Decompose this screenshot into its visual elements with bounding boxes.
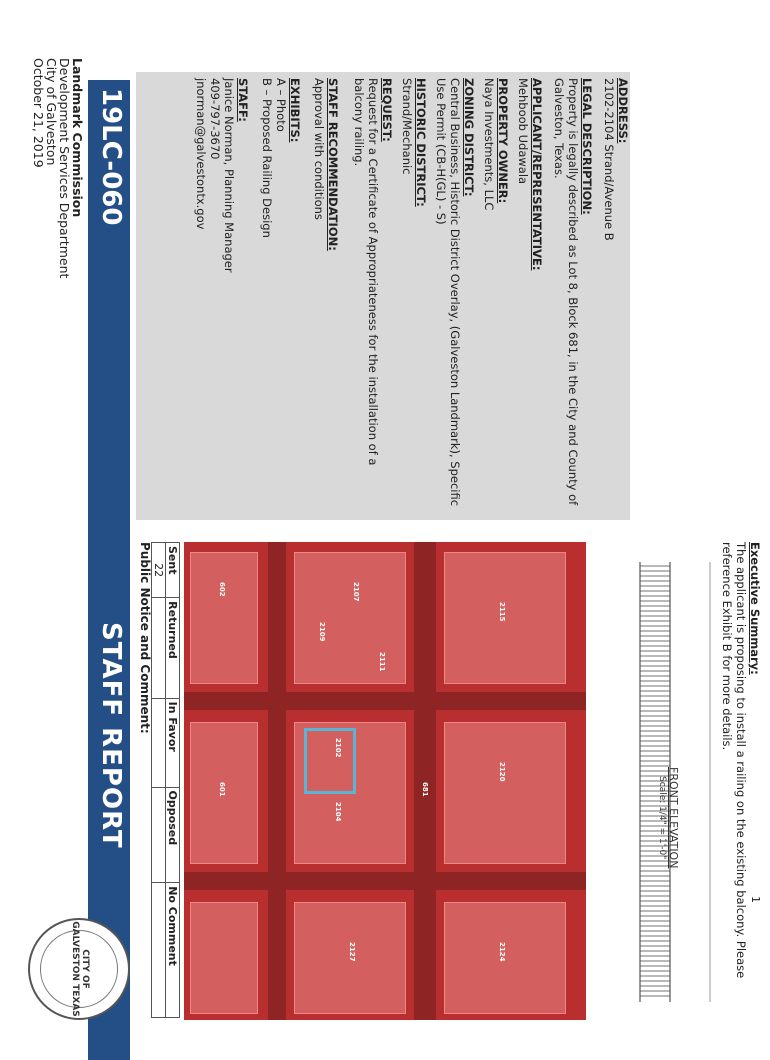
historic-district-label: HISTORIC DISTRICT: [414,78,428,207]
zoning-label: ZONING DISTRICT: [462,78,476,197]
request-section [352,78,394,508]
address-section [602,78,630,508]
recommendation-value: Approval with conditions [312,78,326,220]
map-label: 602 [218,582,226,597]
historic-district-value: Strand/Mechanic [400,78,414,175]
col-in-favor: In Favor [166,698,180,787]
recommendation-label: STAFF RECOMMENDATION: [326,78,340,251]
map-label: 2111 [378,652,386,672]
map-label: 2107 [352,582,360,602]
case-number: 19LC-060 [96,88,126,226]
report-header [32,58,84,478]
address-value: 2102-2104 Strand/Avenue B [602,78,616,241]
historic-district-section [400,78,428,508]
map-block [444,722,566,864]
legal-description-section [552,78,594,508]
col-opposed: Opposed [166,787,180,883]
seal-text: CITY OF GALVESTON TEXAS [70,921,90,1017]
drawing-caption [657,767,680,868]
col-sent: Sent [166,543,180,598]
address-label: ADDRESS: [616,78,630,144]
col-returned: Returned [166,598,180,698]
val-returned [152,598,166,698]
owner-label: PROPERTY OWNER: [496,78,510,204]
owner-section [482,78,510,508]
exhibit-a: A – Photo [274,78,288,132]
public-notice-table [151,542,180,1018]
legal-description-value: Property is legally described as Lot 8, Block 681, in the City and County of Galveston, Texas. [552,78,580,506]
val-no-comment [152,883,166,1018]
exhibits-label: EXHIBITS: [288,78,302,143]
map-block [190,552,258,684]
public-notice-title: Public Notice and Comment: [138,542,152,734]
map-block [190,902,258,1014]
city-name: City of Galveston [44,58,59,166]
val-sent: 22 [152,543,166,598]
staff-label: STAFF: [236,78,250,122]
drawing-title: FRONT ELEVATION [667,767,680,869]
drawing-scale: Scale: 1/4" = 1'-0" [657,776,667,860]
commission-name: Landmark Commission [70,58,85,218]
map-label: 2109 [318,622,326,642]
applicant-label: APPLICANT/REPRESENTATIVE: [530,78,544,271]
request-label: REQUEST: [380,78,394,142]
executive-summary-title: Executive Summary: [748,542,762,675]
map-road [184,692,586,710]
report-title: STAFF REPORT [96,622,126,849]
subject-property-outline [304,728,356,794]
map-label: 2127 [348,942,356,962]
report-date: October 21, 2019 [31,58,46,168]
exhibit-b: B – Proposed Railing Design [260,78,274,238]
zoning-section [434,78,476,508]
railing-elevation-drawing [590,542,740,1020]
map-label: 2124 [498,942,506,962]
map-label: 2102 [334,738,342,758]
map-label: 2104 [334,802,342,822]
val-opposed [152,787,166,883]
department-name: Development Services Department [57,58,72,279]
applicant-section [516,78,544,508]
map-road [414,542,436,1020]
staff-phone: 409-797-3670 [208,78,222,160]
zoning-value: Central Business, Historic District Overlay, (Galveston Landmark), Specific Use Permit (CB-H(GL) - S) [434,78,462,507]
executive-summary [720,542,762,1020]
location-map-image [184,542,586,1020]
legal-description-label: LEGAL DESCRIPTION: [580,78,594,215]
map-road [268,542,286,1020]
val-in-favor [152,698,166,787]
map-label: 2115 [498,602,506,622]
staff-email: jnorman@galvestontx.gov [194,78,208,230]
col-no-comment: No Comment [166,883,180,1018]
request-value: Request for a Certificate of Appropriateness for the installation of a balcony railing. [352,78,380,466]
details-lower [194,78,340,526]
owner-value: Naya Investments, LLC [482,78,496,211]
city-seal-logo [28,918,130,1020]
title-banner [88,80,130,1060]
executive-summary-text: The applicant is proposing to install a railing on the existing balcony. Please reference Exhibit B for more details. [720,542,748,979]
page-number: 1 [749,896,762,903]
map-road [184,872,586,890]
applicant-value: Mehboob Udawala [516,78,530,185]
map-block [294,552,406,684]
map-label: 681 [421,782,429,797]
map-label: 2120 [498,762,506,782]
staff-name: Janice Norman, Planning Manager [222,78,236,273]
map-label: 601 [218,782,226,797]
